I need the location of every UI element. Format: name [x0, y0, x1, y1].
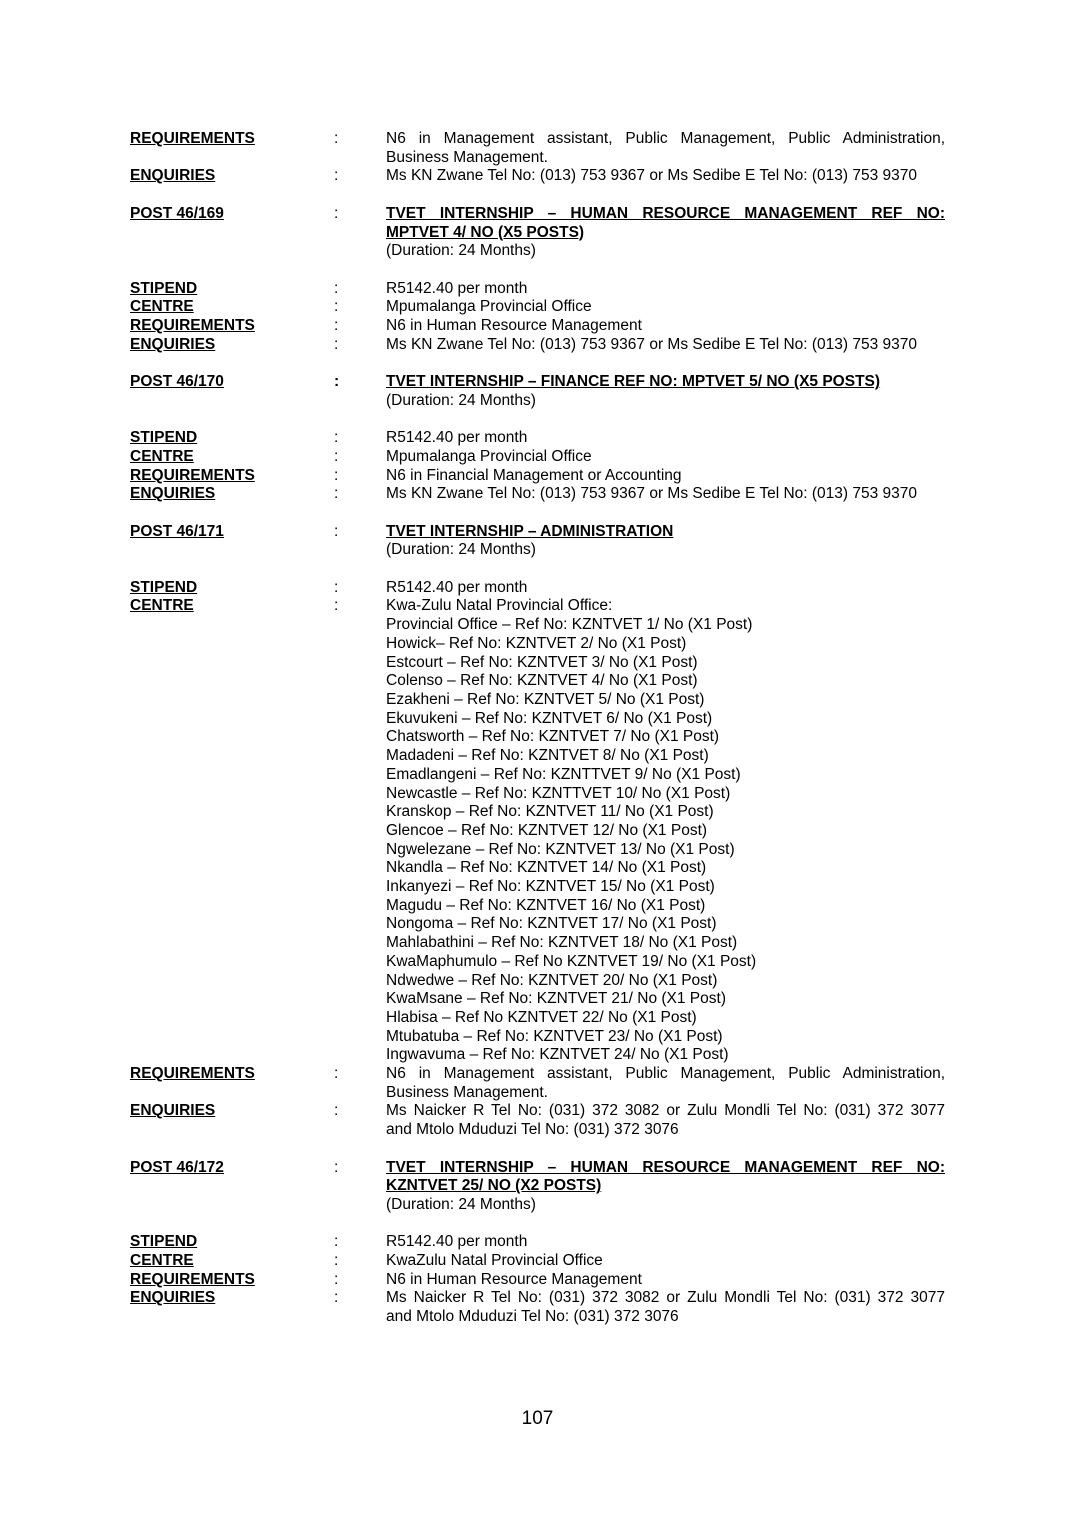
requirements-label: REQUIREMENTS — [130, 1270, 255, 1288]
centre-value: Mpumalanga Provincial Office — [386, 447, 592, 465]
centre-list-item: KwaMsane – Ref No: KZNTVET 21/ No (X1 Post) — [386, 990, 726, 1008]
centre-list-item: Newcastle – Ref No: KZNTTVET 10/ No (X1 Post) — [386, 784, 731, 802]
stipend-value: R5142.40 per month — [386, 429, 528, 447]
post-title: MPTVET 4/ NO (X5 POSTS) — [386, 223, 585, 241]
enquiries-label: ENQUIRIES — [130, 1102, 216, 1120]
requirements-label: REQUIREMENTS — [130, 1065, 255, 1083]
centre-list-item: Nkandla – Ref No: KZNTVET 14/ No (X1 Post) — [386, 859, 707, 877]
requirements-text: N6 in Human Resource Management — [386, 317, 642, 334]
separator-colon: : — [334, 335, 339, 353]
separator-colon: : — [334, 578, 339, 596]
separator-colon: : — [334, 298, 339, 316]
separator-colon: : — [334, 1233, 339, 1251]
enquiries-row — [130, 1102, 945, 1139]
separator-colon: : — [334, 1102, 339, 1120]
post-title: TVET INTERNSHIP – HUMAN RESOURCE MANAGEMENT REF NO: — [386, 1158, 945, 1176]
separator-colon: : — [334, 1270, 339, 1288]
stipend-row — [130, 579, 945, 598]
enquiries-text: and Mtolo Mduduzi Tel No: (031) 372 3076 — [386, 1121, 679, 1139]
post-duration: (Duration: 24 Months) — [386, 1195, 536, 1213]
post-heading-row — [130, 523, 945, 560]
stipend-label: STIPEND — [130, 429, 198, 447]
separator-colon: : — [334, 373, 340, 391]
enquiries-label: ENQUIRIES — [130, 1289, 216, 1307]
centre-list-item: Glencoe – Ref No: KZNTVET 12/ No (X1 Post) — [386, 821, 708, 839]
post-duration: (Duration: 24 Months) — [386, 541, 536, 559]
requirements-text: N6 in Management assistant, Public Management, Public Administration, — [386, 130, 945, 147]
requirements-text: N6 in Human Resource Management — [386, 1270, 642, 1288]
enquiries-text: Ms KN Zwane Tel No: (013) 753 9367 or Ms Sedibe E Tel No: (013) 753 9370 — [386, 485, 918, 503]
stipend-value: R5142.40 per month — [386, 578, 528, 596]
stipend-row — [130, 429, 945, 448]
enquiries-text: Ms Naicker R Tel No: (031) 372 3082 or Zulu Mondli Tel No: (031) 372 3077 — [386, 1289, 945, 1307]
centre-list-item: Kranskop – Ref No: KZNTVET 11/ No (X1 Post) — [386, 803, 714, 821]
centre-list-item: Nongoma – Ref No: KZNTVET 17/ No (X1 Post) — [386, 915, 717, 933]
enquiries-text: Ms KN Zwane Tel No: (013) 753 9367 or Ms Sedibe E Tel No: (013) 753 9370 — [386, 167, 918, 185]
stipend-value: R5142.40 per month — [386, 1233, 528, 1251]
post-duration: (Duration: 24 Months) — [386, 242, 536, 260]
requirements-text: N6 in Financial Management or Accounting — [386, 466, 682, 484]
centre-row — [130, 448, 945, 467]
centre-list-item: Mtubatuba – Ref No: KZNTVET 23/ No (X1 Post) — [386, 1027, 723, 1045]
document-body — [130, 130, 945, 1327]
centre-value: KwaZulu Natal Provincial Office — [386, 1252, 603, 1270]
centre-label: CENTRE — [130, 1252, 194, 1270]
requirements-text: Business Management. — [386, 148, 548, 166]
separator-colon: : — [334, 1065, 339, 1083]
enquiries-label: ENQUIRIES — [130, 335, 216, 353]
separator-colon: : — [334, 1252, 339, 1270]
separator-colon: : — [334, 1158, 339, 1176]
centre-list-item: Ndwedwe – Ref No: KZNTVET 20/ No (X1 Post) — [386, 971, 718, 989]
centre-list-item: KwaMaphumulo – Ref No KZNTVET 19/ No (X1 Post) — [386, 952, 757, 970]
centre-label: CENTRE — [130, 597, 194, 615]
separator-colon: : — [334, 466, 339, 484]
page-number: 107 — [521, 1408, 554, 1429]
enquiries-text: and Mtolo Mduduzi Tel No: (031) 372 3076 — [386, 1308, 679, 1326]
stipend-row — [130, 1233, 945, 1252]
post-heading-row — [130, 205, 945, 261]
centre-row — [130, 1252, 945, 1271]
centre-list-item: Emadlangeni – Ref No: KZNTTVET 9/ No (X1 Post) — [386, 765, 741, 783]
stipend-value: R5142.40 per month — [386, 279, 528, 297]
separator-colon: : — [334, 279, 339, 297]
centre-list-item: Mahlabathini – Ref No: KZNTVET 18/ No (X1 Post) — [386, 934, 738, 952]
centre-list-item: Ezakheni – Ref No: KZNTVET 5/ No (X1 Post) — [386, 691, 705, 708]
separator-colon: : — [334, 522, 339, 540]
separator-colon: : — [334, 204, 339, 222]
separator-colon: : — [334, 167, 339, 185]
enquiries-label: ENQUIRIES — [130, 167, 216, 185]
separator-colon: : — [334, 317, 339, 334]
requirements-row — [130, 1065, 945, 1102]
stipend-row — [130, 280, 945, 299]
centre-label: CENTRE — [130, 298, 194, 316]
centre-list-item: Chatsworth – Ref No: KZNTVET 7/ No (X1 Post) — [386, 728, 720, 746]
post-heading-row — [130, 1159, 945, 1215]
requirements-row — [130, 467, 945, 486]
centre-list-item: Provincial Office – Ref No: KZNTVET 1/ No (X1 Post) — [386, 616, 753, 634]
separator-colon: : — [334, 429, 339, 447]
centre-list-item: Estcourt – Ref No: KZNTVET 3/ No (X1 Post) — [386, 653, 698, 671]
centre-list-item: Colenso – Ref No: KZNTVET 4/ No (X1 Post) — [386, 672, 698, 690]
post-title: TVET INTERNSHIP – FINANCE REF NO: MPTVET 5/ NO (X5 POSTS) — [386, 373, 881, 391]
enquiries-label: ENQUIRIES — [130, 485, 216, 503]
enquiries-text: Ms Naicker R Tel No: (031) 372 3082 or Zulu Mondli Tel No: (031) 372 3077 — [386, 1102, 945, 1120]
enquiries-row — [130, 336, 945, 355]
stipend-label: STIPEND — [130, 279, 198, 297]
requirements-row — [130, 317, 945, 336]
enquiries-text: Ms KN Zwane Tel No: (013) 753 9367 or Ms Sedibe E Tel No: (013) 753 9370 — [386, 335, 918, 353]
post-number: POST 46/169 — [130, 204, 224, 222]
requirements-text: Business Management. — [386, 1083, 548, 1101]
enquiries-row — [130, 485, 945, 504]
centre-value: Kwa-Zulu Natal Provincial Office: — [386, 597, 613, 615]
separator-colon: : — [334, 130, 339, 147]
requirements-label: REQUIREMENTS — [130, 466, 255, 484]
separator-colon: : — [334, 485, 339, 503]
separator-colon: : — [334, 447, 339, 465]
enquiries-row — [130, 1289, 945, 1326]
centre-list-item: Magudu – Ref No: KZNTVET 16/ No (X1 Post) — [386, 896, 706, 914]
centre-list-item: Madadeni – Ref No: KZNTVET 8/ No (X1 Post) — [386, 747, 709, 765]
post-duration: (Duration: 24 Months) — [386, 391, 536, 409]
stipend-label: STIPEND — [130, 1233, 198, 1251]
requirements-row — [130, 130, 945, 167]
requirements-label: REQUIREMENTS — [130, 130, 255, 147]
post-title: TVET INTERNSHIP – HUMAN RESOURCE MANAGEMENT REF NO: — [386, 204, 945, 222]
requirements-text: N6 in Management assistant, Public Management, Public Administration, — [386, 1065, 945, 1083]
requirements-row — [130, 1271, 945, 1290]
requirements-label: REQUIREMENTS — [130, 317, 255, 334]
post-number: POST 46/171 — [130, 522, 224, 540]
centre-list-item: Ekuvukeni – Ref No: KZNTVET 6/ No (X1 Post) — [386, 709, 713, 727]
centre-value: Mpumalanga Provincial Office — [386, 298, 592, 316]
post-title: TVET INTERNSHIP – ADMINISTRATION — [386, 522, 674, 540]
enquiries-row — [130, 167, 945, 186]
centre-list-item: Hlabisa – Ref No KZNTVET 22/ No (X1 Post) — [386, 1008, 697, 1026]
separator-colon: : — [334, 597, 339, 615]
centre-list-item: Ingwavuma – Ref No: KZNTVET 24/ No (X1 Post) — [386, 1046, 729, 1064]
separator-colon: : — [334, 1289, 339, 1307]
centre-list-item: Howick– Ref No: KZNTVET 2/ No (X1 Post) — [386, 634, 687, 652]
post-number: POST 46/170 — [130, 373, 224, 391]
centre-row — [130, 597, 945, 1065]
post-number: POST 46/172 — [130, 1158, 224, 1176]
post-title: KZNTVET 25/ NO (X2 POSTS) — [386, 1177, 602, 1195]
stipend-label: STIPEND — [130, 578, 198, 596]
centre-list-item: Inkanyezi – Ref No: KZNTVET 15/ No (X1 Post) — [386, 878, 715, 896]
post-heading-row — [130, 373, 945, 410]
centre-row — [130, 298, 945, 317]
centre-label: CENTRE — [130, 447, 194, 465]
centre-list-item: Ngwelezane – Ref No: KZNTVET 13/ No (X1 Post) — [386, 840, 735, 858]
